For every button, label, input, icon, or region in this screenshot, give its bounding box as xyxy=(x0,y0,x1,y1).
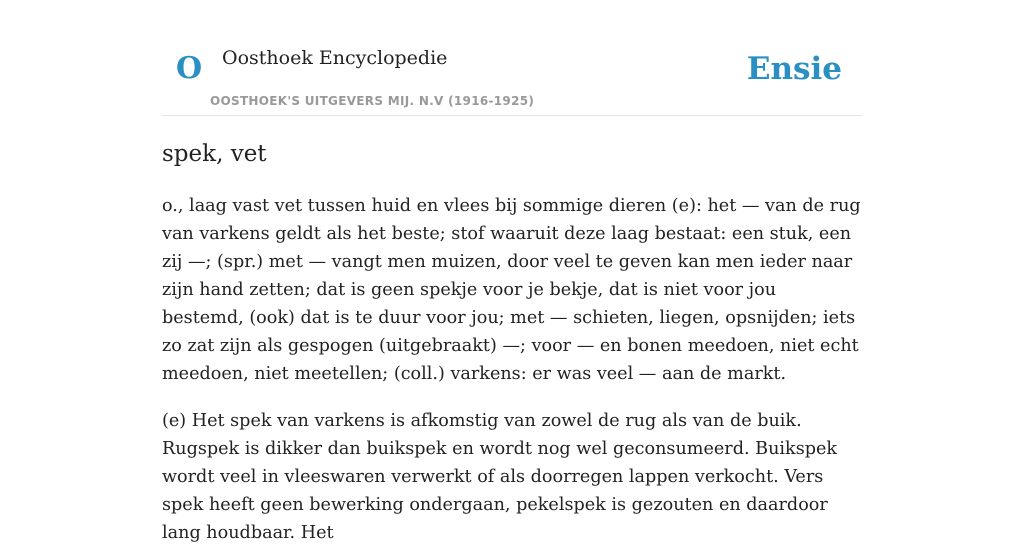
entry-definition-paragraph: o., laag vast vet tussen huid en vlees bij sommige dieren (e): het — van de rug van varkens geldt als het beste; stof waaruit deze laag bestaat: een stuk, een zij —; (spr.) met — vangt men muizen, door veel te geven kan men ieder naar zijn hand zetten; dat is geen spekje voor je bekje, dat is niet voor jou bestemd, (ook) dat is te duur voor jou; met — schieten, liegen, opsnijden; iets zo zat zijn als gespogen (uitgebraakt) —; voor — en bonen meedoen, niet echt meedoen, niet meetellen; (coll.) varkens: er was veel — aan de markt. xyxy=(162,196,861,384)
entry-explanation-paragraph: (e) Het spek van varkens is afkomstig van zowel de rug als van de buik. Rugspek is dikker dan buikspek en wordt nog wel geconsumeerd. Buikspek wordt veel in vleeswaren verwerkt of als doorregen lappen verkocht. Vers spek heeft geen bewerking ondergaan, pekelspek is gezouten en daardoor lang houdbaar. Het xyxy=(162,411,838,543)
entry-headword: spek, vet xyxy=(162,141,267,167)
source-logo: O xyxy=(176,51,203,86)
source-title[interactable]: Oosthoek Encyclopedie xyxy=(222,47,448,69)
source-header xyxy=(162,0,862,116)
brand-logo-link[interactable]: Ensie xyxy=(746,51,842,87)
source-subtitle: OOSTHOEK'S UITGEVERS MIJ. N.V (1916-1925) xyxy=(210,94,535,108)
